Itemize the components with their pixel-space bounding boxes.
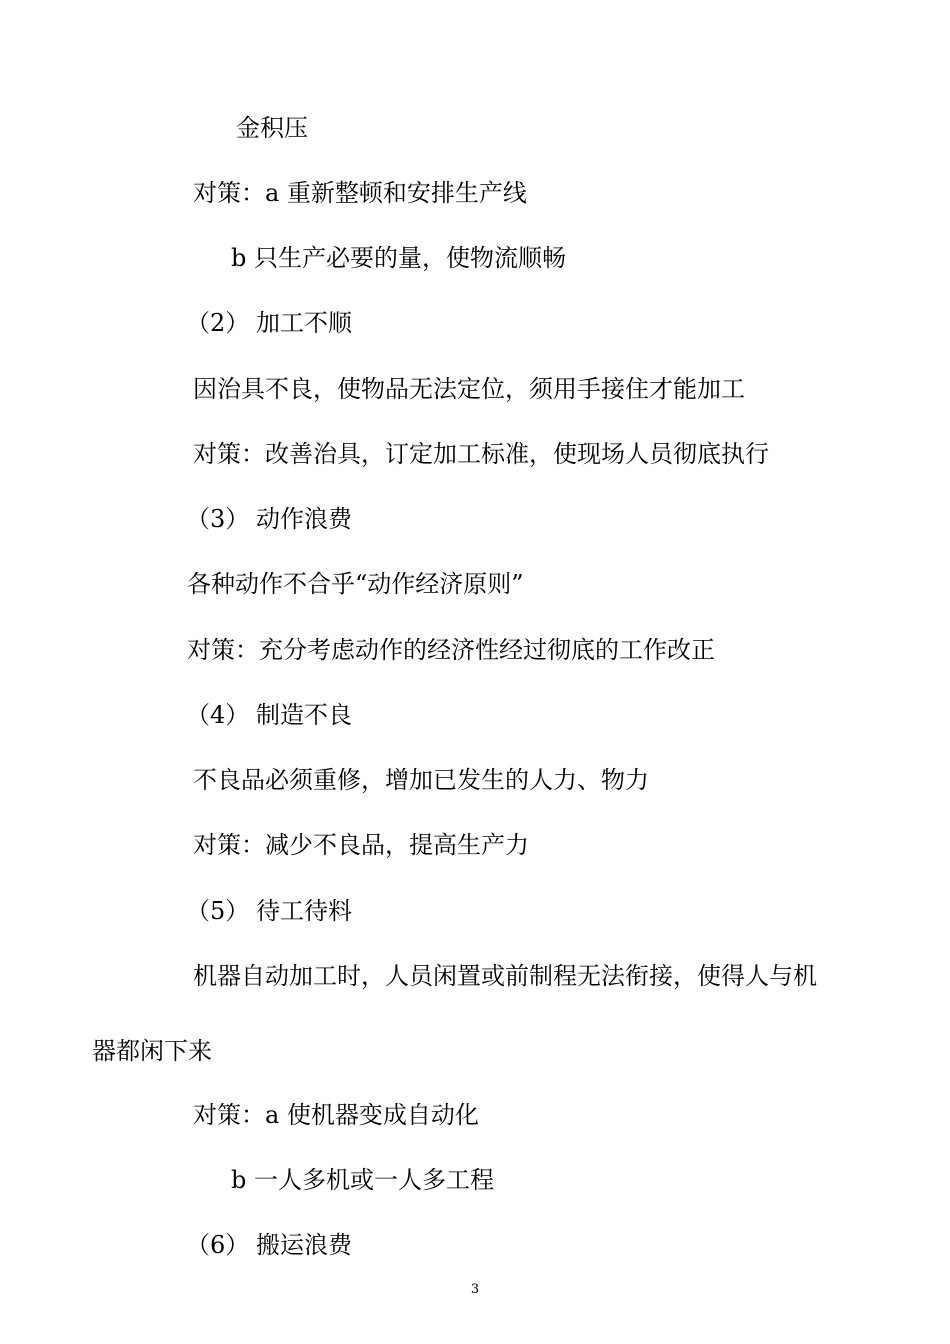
text-line: 对策：a 使机器变成自动化 (193, 1101, 479, 1129)
text-line: 对策：a 重新整顿和安排生产线 (193, 179, 527, 207)
text-line: b 只生产必要的量，使物流顺畅 (231, 244, 566, 272)
section-heading (186, 895, 352, 927)
text-line: 各种动作不合乎“动作经济原则” (187, 570, 524, 598)
section-number: （5） (186, 897, 250, 925)
section-number: （6） (186, 1231, 250, 1259)
text-line: 器都闲下来 (92, 1037, 212, 1065)
text-line: 金积压 (236, 114, 308, 142)
section-title: 加工不顺 (256, 309, 352, 337)
section-number: （2） (186, 309, 250, 337)
section-title: 动作浪费 (256, 505, 352, 533)
section-number: （3） (186, 505, 250, 533)
section-title: 制造不良 (256, 701, 352, 729)
page-number: 3 (470, 1282, 480, 1297)
text-line: 机器自动加工时，人员闲置或前制程无法衔接，使得人与机 (193, 962, 817, 990)
section-title: 待工待料 (256, 897, 352, 925)
section-heading (186, 1229, 352, 1261)
section-heading (186, 699, 352, 731)
text-line: 因治具不良，使物品无法定位，须用手接住才能加工 (193, 375, 745, 403)
text-line: 对策：减少不良品，提高生产力 (193, 831, 529, 859)
text-line: b 一人多机或一人多工程 (231, 1166, 494, 1194)
section-title: 搬运浪费 (256, 1231, 352, 1259)
section-heading (186, 307, 352, 339)
text-line: 不良品必须重修，增加已发生的人力、物力 (193, 766, 649, 794)
text-line: 对策：充分考虑动作的经济性经过彻底的工作改正 (187, 636, 715, 664)
text-line: 对策：改善治具，订定加工标准，使现场人员彻底执行 (193, 440, 769, 468)
section-number: （4） (186, 701, 250, 729)
section-heading (186, 503, 352, 535)
